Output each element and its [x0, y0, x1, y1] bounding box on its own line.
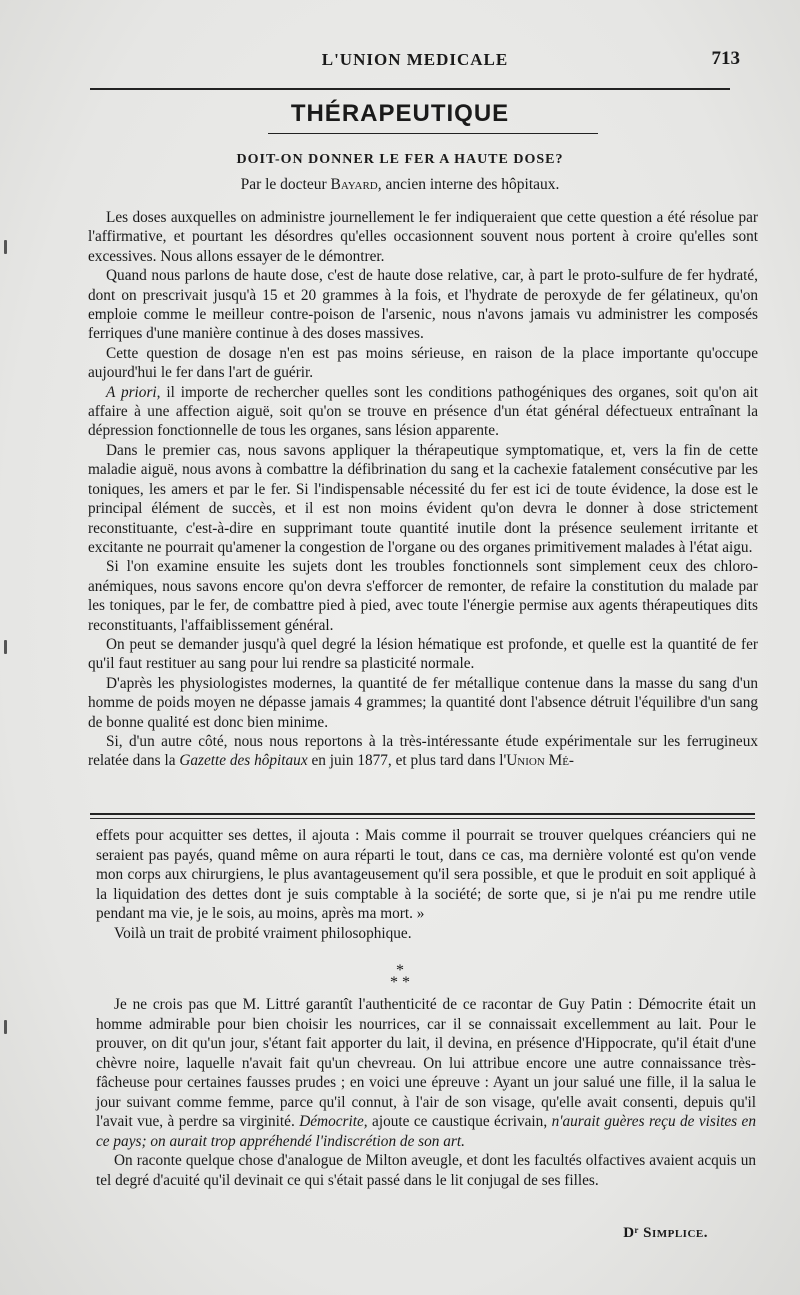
union-medicale-ref: Union Mé-	[506, 752, 575, 770]
paragraph: Quand nous parlons de haute dose, c'est de haute dose relative, car, à part le proto-sulfure de fer hydraté, dont on prescrivait jusqu'à 15 et 20 grammes à la fois, et l'hydrate de peroxyde de fer gélatineux, qu'on emploie comme le meilleur contre-poison de l'arsenic, nous n'avons jamais vu administrer les composés ferriques d'une manière continue à des doses massives.	[88, 267, 758, 343]
paragraph	[88, 383, 758, 441]
italic-gazette: Gazette des hôpitaux	[179, 752, 308, 770]
italic-democrite: Démocrite,	[299, 1113, 368, 1130]
page-edge-mark	[4, 240, 7, 254]
paragraph: On raconte quelque chose d'analogue de Milton aveugle, et dont les facultés olfactives avaient acquis un tel degré d'acuité qu'il devinait ce qui s'était passé dans le lit conjugal de ses filles.	[96, 1152, 756, 1189]
feuilleton-body	[96, 826, 756, 943]
page-edge-mark	[4, 640, 7, 654]
asterism	[0, 962, 800, 991]
article-title: DOIT-ON DONNER LE FER A HAUTE DOSE?	[236, 152, 564, 167]
page-edge-mark	[4, 1020, 7, 1034]
journal-title: L'UNION MEDICALE	[321, 50, 509, 69]
italic-quote: n'aurait guères reçu de visites en ce pays; on aurait trop appréhendé l'indiscrétion de son art.	[96, 1113, 756, 1150]
header-rule	[90, 88, 730, 90]
page-number: 713	[711, 48, 740, 69]
paragraph	[88, 732, 758, 771]
paragraph: Si l'on examine ensuite les sujets dont les troubles fonctionnels sont simplement ceux des chloro-anémiques, nous savons encore qu'on devra s'efforcer de remonter, de refaire la constitution du malade par les toniques, par le fer, de combattre pied à pied, avec toute l'énergie permise aux agents thérapeutiques dits reconstituants, l'affaiblissement général.	[88, 558, 758, 634]
asterism-bottom: * *	[390, 974, 410, 991]
paragraph	[96, 995, 756, 1151]
feuilleton-rule-thin	[90, 818, 755, 819]
paragraph: Voilà un trait de probité vraiment philosophique.	[114, 924, 412, 942]
asterism-top: *	[396, 962, 404, 979]
paragraph: D'après les physiologistes modernes, la quantité de fer métallique contenue dans la masse du sang d'un homme de poids moyen ne dépasse jamais 4 grammes; la quantité dont l'absence détruit l'équilibre d'un sang de bonne qualité est donc bien minime.	[88, 674, 758, 731]
running-head	[90, 50, 740, 76]
feuilleton-rule	[90, 813, 755, 815]
paragraph-text: il importe de rechercher quelles sont les conditions pathogéniques des organes, soit qu'on ait affaire à une affection aiguë, soit qu'on se trouve en présence d'un état général défectueux entraînant la dépression fonctionnelle de tous les organes, sans lésion apparente.	[88, 383, 759, 440]
paragraph: effets pour acquitter ses dettes, il ajouta : Mais comme il pourrait se trouver quelques créanciers qui ne seraient pas payés, quand même on aura réparti le tout, dans ce cas, ma dernière volonté est qu'on vende mon corps aux chirurgiens, le plus avantageusement qu'il sera possible, et que le produit en soit appliqué à la liquidation des dettes dont je suis comptable à la société; de sorte que, si je n'ai pu me rendre utile pendant ma vie, je le sois, au moins, après ma mort. »	[96, 827, 756, 922]
signature: Dʳ Simplice.	[623, 1225, 708, 1241]
paragraph: Cette question de dosage n'en est pas moins sérieuse, en raison de la place importante qu'occupe aujourd'hui le fer dans l'art de guérir.	[88, 344, 758, 382]
paragraph: Les doses auxquelles on administre journellement le fer indiqueraient que cette question a été résolue par l'affirmative, et pourtant les désordres qu'elles occasionnent souvent nous portent à croire qu'elles sont excessives. Nous allons essayer de le démontrer.	[88, 209, 758, 265]
article-body	[88, 208, 758, 771]
paragraph: Dans le premier cas, nous savons appliquer la thérapeutique symptomatique, et, vers la fin de cette maladie aiguë, nous avons à combattre la défibrination du sang et la cachexie fatalement consécutive par les toniques, les amers et par le fer. Si l'indispensable nécessité du fer est ici de toute évidence, la dose est le principal élément de succès, et il est non moins évident qu'on devra le donner à dose strictement reconstituante, c'est-à-dire en supprimant toute quantité inutile dont la présence seulement irritante et excitante ne pourrait qu'amener la congestion de l'organe ou des organes primitivement malades à l'état aigu.	[88, 441, 758, 556]
paragraph-text: en juin 1877, et plus tard dans l'	[307, 752, 507, 770]
section-title: THÉRAPEUTIQUE	[290, 100, 510, 127]
byline-author: Bayard	[330, 176, 378, 193]
feuilleton-body-2	[96, 995, 756, 1190]
paragraph-text: Si, d'un autre côté, nous nous reportons à la très-intéressante étude expérimentale sur les ferrugineux relatée dans la	[88, 732, 758, 770]
paragraph-text: Je ne crois pas que M. Littré garantît l'authenticité de ce racontar de Guy Patin : Démocrite était un homme admirable pour bien choisir les nourrices, car il se connaissait excellemment au lait. Pour le prouver, on dit qu'un jour, s'étant fait apporter du lait, il devina, en présence d'Hippocrate, qu'il était d'une chèvre noire, laquelle n'avait fait qu'un chevreau. On lui attribue encore une autre connaissance très-fâcheuse pour certaines fausses prudes ; en voici une épreuve : Ayant un jour salué une fille, il la salua le jour suivant comme femme, parce qu'il connut, à l'air de son visage, qu'elle avait consenti, depuis qu'il l'avait vue, à perdre sa virginité.	[96, 996, 756, 1130]
italic-a-priori: A priori,	[106, 383, 161, 401]
byline-suffix: , ancien interne des hôpitaux.	[377, 176, 560, 193]
byline-prefix: Par le docteur	[240, 176, 331, 193]
paragraph-text: ajoute ce caustique écrivain,	[367, 1113, 552, 1130]
paragraph: On peut se demander jusqu'à quel degré la lésion hématique est profonde, et quelle est la quantité de fer qu'il faut restituer au sang pour lui rendre sa plasticité normale.	[88, 635, 758, 673]
section-rule	[268, 133, 598, 134]
byline	[0, 176, 800, 194]
